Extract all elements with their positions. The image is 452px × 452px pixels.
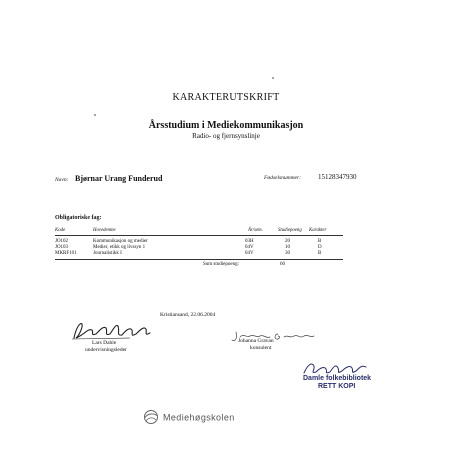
header-credits: Studiepoeng [278, 228, 302, 233]
program-line: Radio- og fjernsynslinje [192, 132, 260, 140]
course-semester: 03H [245, 239, 254, 244]
signatory-name: Johanna Gravan [238, 338, 274, 344]
course-code: MKRF101 [55, 251, 77, 256]
course-grade: B [318, 251, 322, 256]
globe-swoosh-icon [143, 409, 159, 425]
header-grade: Karakter [309, 228, 327, 233]
birth-number: 15128347930 [318, 173, 357, 181]
course-semester: 04V [245, 245, 254, 250]
signature-lars-dahle [70, 318, 160, 342]
signatory-name: Lars Dahle [92, 340, 117, 346]
sum-value: 60 [280, 262, 285, 267]
table-bottom-rule [55, 259, 343, 260]
header-semester: År/sem. [248, 228, 263, 233]
signatory-title: konsulent [250, 345, 272, 351]
stamp-certified-copy: RETT KOPI [318, 383, 356, 390]
course-credits: 20 [285, 239, 290, 244]
place-date: Kristiansand, 22.06.2004 [160, 312, 216, 318]
header-subject: Hovedemne [93, 228, 116, 233]
stamp-library: Damle folkebibliotek [303, 375, 372, 382]
table-row [55, 251, 77, 257]
program-title: Årsstudium i Mediekommunikasjon [148, 120, 304, 131]
student-name: Bjørnar Urang Funderud [75, 174, 163, 183]
institution-name: Mediehøgskolen [163, 412, 235, 423]
scan-speck [94, 114, 96, 116]
table-header-rule [55, 235, 343, 236]
course-credits: 10 [285, 245, 290, 250]
course-code: JO102 [55, 239, 69, 244]
course-code: JO103 [55, 245, 69, 250]
institution-logo [143, 408, 235, 426]
signatory-title: undervisningsleder [85, 347, 127, 353]
stamp-signature [300, 360, 370, 376]
sum-label: Sum studiepoeng: [203, 262, 239, 267]
course-grade: D [318, 245, 322, 250]
name-label: Navn: [55, 177, 69, 183]
header-code: Kode [55, 228, 66, 233]
section-title: Obligatoriske fag: [55, 215, 102, 221]
scan-speck [272, 77, 274, 79]
course-subject: Journalistikk I [93, 251, 122, 256]
course-grade: B [318, 239, 322, 244]
birth-number-label: Fødselsnummer: [264, 175, 301, 181]
course-subject: Medier, etikk og livssyn 1 [93, 245, 146, 250]
course-credits: 30 [285, 251, 290, 256]
document-title: KARAKTERUTSKRIFT [172, 92, 280, 103]
course-subject: Kommunikasjon og medier [93, 239, 148, 244]
course-semester: 04V [245, 251, 254, 256]
